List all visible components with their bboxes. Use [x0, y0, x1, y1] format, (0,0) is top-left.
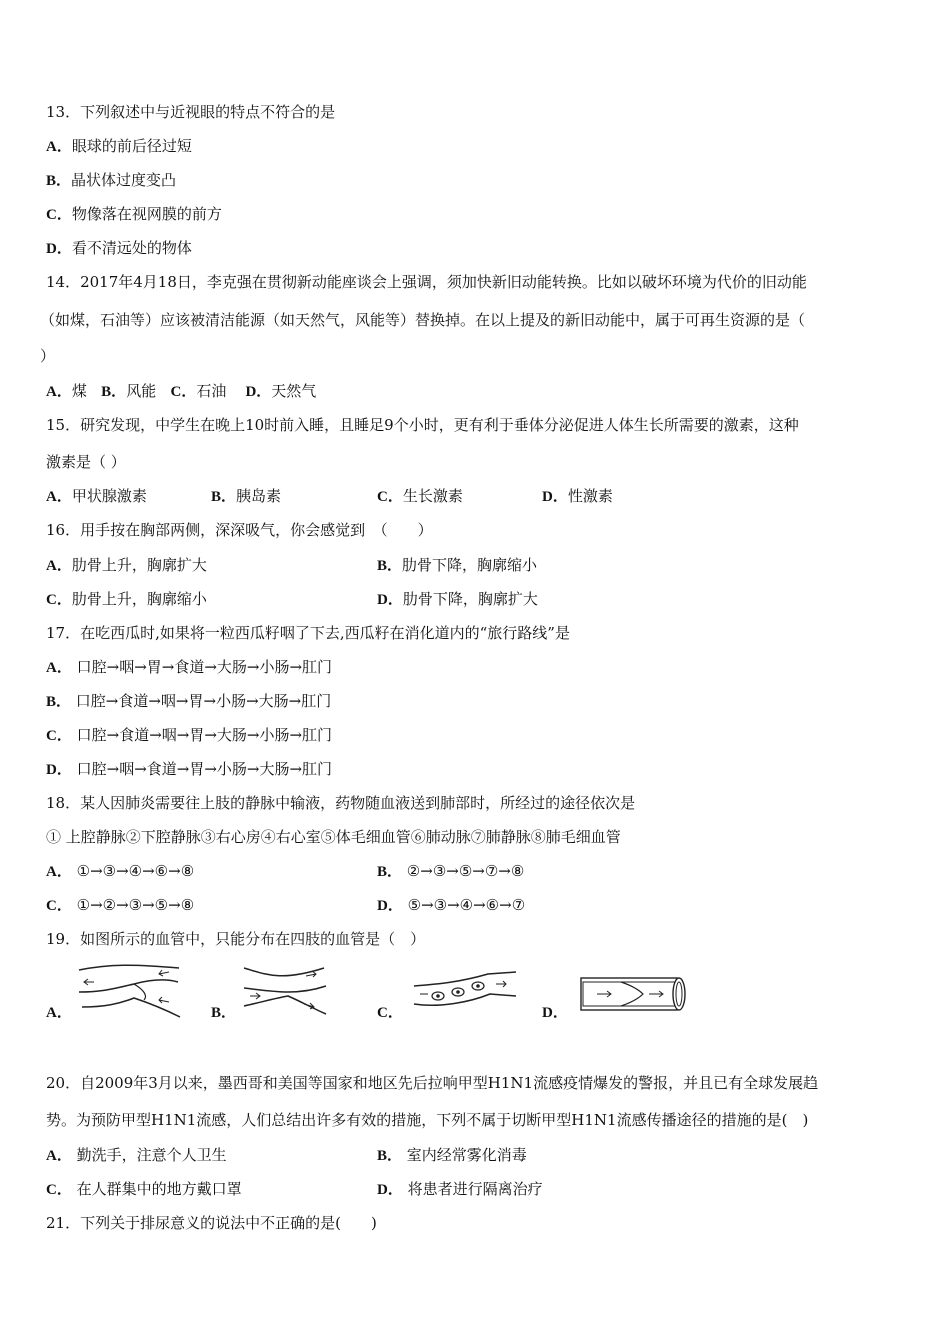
option-label: B． — [377, 1148, 403, 1164]
option-text: 天然气 — [271, 382, 317, 400]
option-label: D． — [377, 1182, 403, 1198]
q16-stem: 16．用手按在胸部两侧，深深吸气，你会感觉到 （ ） — [46, 521, 433, 539]
option-text: 甲状腺激素 — [71, 487, 147, 505]
q15-stem-line1: 15．研究发现，中学生在晚上10时前入睡，且睡足9个小时，更有利于垂体分泌促进人体生长所需要的激素，这种 — [46, 416, 799, 434]
option-label: C． — [170, 384, 197, 400]
option-text: 风能 — [126, 382, 157, 400]
option-text: 胰岛素 — [236, 487, 282, 505]
option-label: B． — [46, 173, 72, 189]
q18-list: ① 上腔静脉②下腔静脉③右心房④右心室⑤体毛细血管⑥肺动脉⑦肺静脉⑧肺毛细血管 — [46, 828, 621, 846]
option-label: A． — [46, 1148, 72, 1164]
option-label: B． — [377, 558, 403, 574]
q20-option-b — [377, 1145, 527, 1166]
option-label: D． — [46, 241, 72, 257]
q20-option-d — [377, 1179, 543, 1200]
q13-option-b — [46, 170, 176, 191]
option-text: 看不清远处的物体 — [71, 239, 192, 257]
vessel-d-figure — [577, 972, 689, 1016]
option-label: C． — [46, 207, 72, 223]
q19-label-a: A． — [46, 1005, 72, 1021]
option-label: D． — [542, 489, 568, 505]
option-text: 肋骨上升，胸廓缩小 — [71, 590, 207, 608]
q19-label-d: D． — [542, 1005, 568, 1021]
q17-option-d — [46, 759, 332, 780]
option-label: A． — [46, 864, 72, 880]
option-text: 在人群集中的地方戴口罩 — [76, 1180, 242, 1198]
q14-stem-line1: 14．2017年4月18日，李克强在贯彻新动能座谈会上强调，须加快新旧动能转换。比如以破坏环境为代价的旧动能 — [46, 273, 807, 291]
q20-option-c — [46, 1179, 242, 1200]
q18-option-a — [46, 861, 194, 882]
q15-option-c — [377, 486, 463, 507]
q15-option-d — [542, 486, 613, 507]
q19-label-c: C． — [377, 1005, 403, 1021]
q17-option-c — [46, 725, 332, 746]
q18-option-b — [377, 861, 524, 882]
option-label: A． — [46, 139, 72, 155]
option-text: ①→②→③→⑤→⑧ — [76, 896, 195, 914]
option-text: 肋骨下降，胸廓扩大 — [402, 590, 538, 608]
option-label: C． — [46, 592, 72, 608]
q18-option-c — [46, 895, 194, 916]
q13-option-d — [46, 238, 192, 259]
q20-option-a — [46, 1145, 227, 1166]
q20-stem-line2: 势。为预防甲型H1N1流感，人们总结出许多有效的措施，下列不属于切断甲型H1N1流感传播途径的措施的是( ) — [46, 1111, 809, 1129]
q17-stem: 17．在吃西瓜时,如果将一粒西瓜籽咽了下去,西瓜籽在消化道内的“旅行路线”是 — [46, 624, 570, 642]
option-label: A． — [46, 384, 72, 400]
option-label: A． — [46, 558, 72, 574]
option-text: 肋骨上升，胸廓扩大 — [71, 556, 207, 574]
option-text: ⑤→③→④→⑥→⑦ — [407, 896, 526, 914]
option-label: B． — [46, 694, 72, 710]
vessel-b-figure — [240, 962, 330, 1020]
option-text: 物像落在视网膜的前方 — [71, 205, 222, 223]
q15-option-b — [211, 486, 281, 507]
option-label: D． — [245, 384, 272, 400]
q19-stem: 19．如图所示的血管中，只能分布在四肢的血管是（ ） — [46, 930, 426, 948]
option-label: D． — [377, 898, 403, 914]
option-label: A． — [46, 660, 72, 676]
q20-stem-line1: 20．自2009年3月以来，墨西哥和美国等国家和地区先后拉响甲型H1N1流感疫情爆发的警报，并且已有全球发展趋 — [46, 1074, 819, 1092]
q16-option-a — [46, 555, 207, 576]
vessel-a-figure — [74, 962, 186, 1020]
q14-options — [46, 381, 316, 402]
option-text: ①→③→④→⑥→⑧ — [76, 862, 195, 880]
q14-stem-line2: （如煤，石油等）应该被清洁能源（如天然气，风能等）替换掉。在以上提及的新旧动能中，属于可再生资源的是（ — [40, 311, 806, 329]
option-label: C． — [46, 1182, 72, 1198]
option-label: B． — [211, 489, 237, 505]
q16-option-d — [377, 589, 538, 610]
vessel-c-figure — [410, 968, 520, 1018]
option-label: C． — [46, 898, 72, 914]
option-text: 口腔→食道→咽→胃→小肠→大肠→肛门 — [75, 692, 332, 710]
q16-option-c — [46, 589, 207, 610]
option-text: 室内经常雾化消毒 — [406, 1146, 527, 1164]
option-text: 口腔→食道→咽→胃→大肠→小肠→肛门 — [76, 726, 333, 744]
option-text: 石油 — [196, 382, 227, 400]
option-text: 肋骨下降，胸廓缩小 — [402, 556, 538, 574]
option-label: C． — [377, 489, 403, 505]
q18-stem: 18．某人因肺炎需要往上肢的静脉中输液，药物随血液送到肺部时，所经过的途径依次是 — [46, 794, 636, 812]
option-text: 性激素 — [567, 487, 613, 505]
option-text: 口腔→咽→胃→食道→大肠→小肠→肛门 — [76, 658, 333, 676]
option-text: 口腔→咽→食道→胃→小肠→大肠→肛门 — [76, 760, 333, 778]
q17-option-b — [46, 691, 331, 712]
option-label: A． — [46, 489, 72, 505]
option-text: 将患者进行隔离治疗 — [407, 1180, 543, 1198]
q14-stem-line3: ） — [40, 347, 56, 365]
option-text: 生长激素 — [402, 487, 463, 505]
q15-option-a — [46, 486, 147, 507]
option-text: 眼球的前后径过短 — [71, 137, 192, 155]
option-text: 煤 — [71, 382, 87, 400]
q13-option-a — [46, 136, 192, 157]
option-text: ②→③→⑤→⑦→⑧ — [406, 862, 525, 880]
q16-option-b — [377, 555, 537, 576]
option-text: 晶状体过度变凸 — [71, 171, 177, 189]
option-label: D． — [46, 762, 72, 778]
q15-stem-line2: 激素是（ ） — [46, 453, 126, 471]
option-text: 勤洗手，注意个人卫生 — [76, 1146, 227, 1164]
option-label: D． — [377, 592, 403, 608]
q21-stem: 21．下列关于排尿意义的说法中不正确的是( ) — [46, 1214, 377, 1232]
option-label: B． — [377, 864, 403, 880]
option-label: B． — [101, 384, 127, 400]
q18-option-d — [377, 895, 525, 916]
q13-option-c — [46, 204, 222, 225]
q13-stem: 13．下列叙述中与近视眼的特点不符合的是 — [46, 103, 336, 121]
q19-label-b: B． — [211, 1005, 237, 1021]
q17-option-a — [46, 657, 332, 678]
option-label: C． — [46, 728, 72, 744]
